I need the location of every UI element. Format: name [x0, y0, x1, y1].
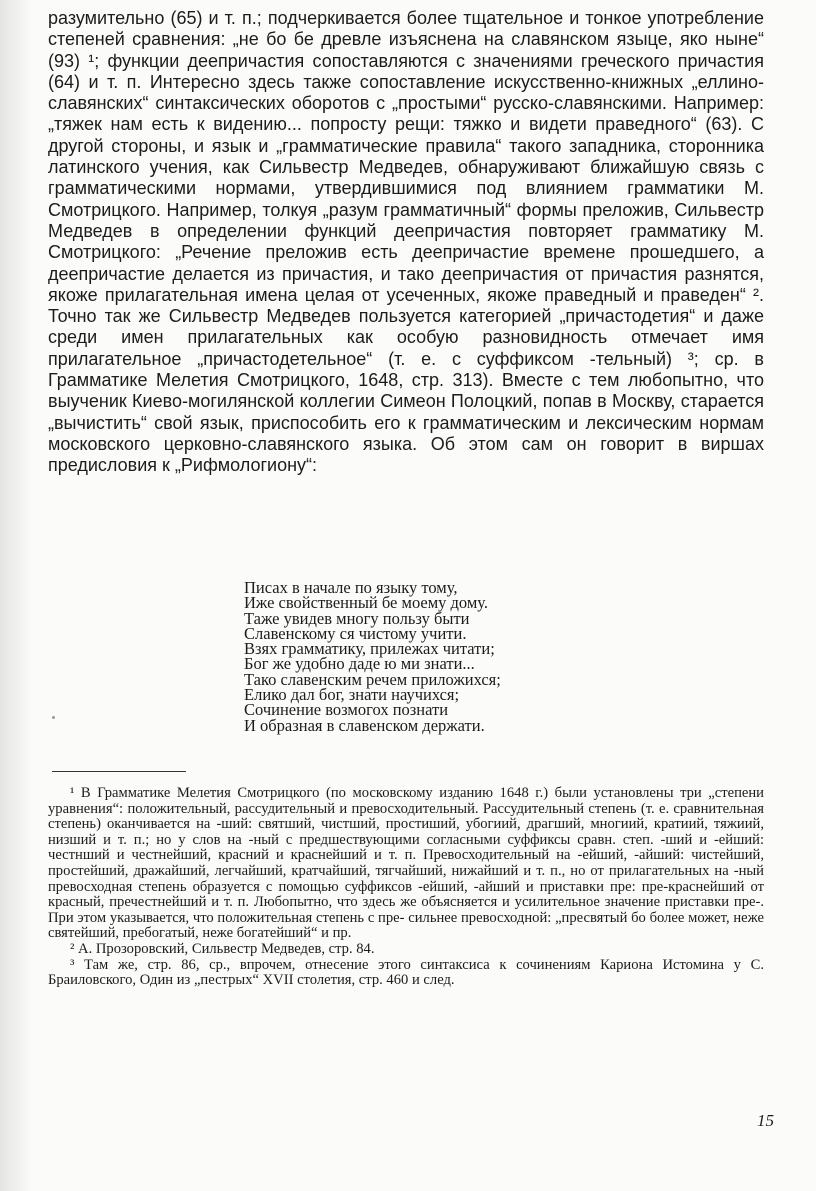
- poem-line: Иже свойственный бе моему дому.: [244, 593, 489, 613]
- poem-line: Славенскому ся чистому учити.: [244, 623, 467, 643]
- footnote-1: ¹ В Грамматике Мелетия Смотрицкого (по московскому изданию 1648 г.) были установлены три „степени уравнения“: положительный, рассудительный и превосходительный. Рассудительный степень (т. е. сравнительная степень) оканчивается на -ший: святший, чистший, простиший, убогиий, драгший, многиий, кратиий, тяжиий, низший и т. п.; но у слов на -ный с предшествующими согласными суффиксы сравн. степ. -ший и -ейший: честнший и честнейший, красний и краснейший и т. п. Превосходительный на -ейший, -айший: чистейший, простейший, дражайший, легчайший, кратчайший, тягчайший, нижайший и т. п., но от прилагательных на -ный превосходная степень образуется с помощью суффиксов -ейший, -айший и приставки пре: пре-краснейший от красный, пречестнейший и т. п. Любопытно, что здесь же объясняется и усилительное значение приставки пре-. При этом указывается, что положительная степень с пре- сильнее превосходной: „пресвятый бо более может, неже святейший, пребогатый, неже богатейший“ и пр.: [48, 785, 764, 942]
- poem-line: Елико дал бог, знати научихся;: [244, 685, 460, 705]
- poem: [244, 580, 624, 733]
- main-paragraph: разумительно (65) и т. п.; подчеркивается более тщательное и тонкое употребление степеней сравнения: „не бо бе древле изъяснена на славянском языце, яко ныне“ (93) ¹; функции деепричастия сопоставляются с значениями греческого причастия (64) и т. п. Интересно здесь также сопоставление искусственно-книжных „еллино-славянских“ синтаксических оборотов с „простыми“ русско-славянскими. Например: „тяжек нам есть к видению... попросту рещи: тяжко и видети праведного“ (63). С другой стороны, и язык и „грамматические правила“ такого западника, сторонника латинского учения, как Сильвестр Медведев, обнаруживают ближайшую связь с грамматическими нормами, утвердившимися под влиянием грамматики М. Смотрицкого. Например, толкуя „разум грамматичный“ формы преложив, Сильвестр Медведев в определении функций деепричастия повторяет грамматику М. Смотрицкого: „Речение преложив есть деепричастие времене прошедшего, а деепричастие делается из причастия, и тако деепричастия от причастия разнятся, якоже прилагательная имена целая от усеченных, якоже праведный и праведен“ ². Точно так же Сильвестр Медведев пользуется категорией „причастодетия“ и даже среди имен прилагательных как особую разновидность отмечает имя прилагательное „причастодетельное“ (т. е. с суффиксом -тельный) ³; ср. в Грамматике Мелетия Смотрицкого, 1648, стр. 313). Вместе с тем любопытно, что выученик Киево-могилянской коллегии Симеон Полоцкий, попав в Москву, старается „вычистить“ свой язык, приспособить его к грамматическим и лексическим нормам московского церковно-славянского языка. Об этом сам он говорит в виршах предисловия к „Рифмологиону“:: [48, 8, 764, 476]
- footnote-2: ² А. Прозоровский, Сильвестр Медведев, стр. 84.: [70, 940, 375, 957]
- footnotes: [48, 786, 764, 989]
- poem-line: Бог же удобно даде ю ми знати...: [244, 654, 475, 674]
- footnote-divider: [52, 771, 186, 772]
- poem-line: Таже увидев многу пользу быти: [244, 608, 470, 628]
- poem-line: И образная в славенском держати.: [244, 715, 485, 735]
- poem-line: Сочинение возмогох познати: [244, 700, 449, 720]
- poem-line: Тако славенским речем приложихся;: [244, 669, 501, 689]
- poem-line: Взях грамматику, прилежах читати;: [244, 639, 495, 659]
- footnote-3: ³ Там же, стр. 86, ср., впрочем, отнесение этого синтаксиса к сочинениям Кариона Истомина у С. Браиловского, Один из „пестрых“ XVII столетия, стр. 460 и след.: [48, 956, 764, 989]
- margin-mark: [52, 716, 55, 719]
- page-number: 15: [757, 1111, 774, 1130]
- page-gutter: [0, 0, 32, 1191]
- poem-line: Писах в начале по языку тому,: [244, 578, 458, 597]
- main-text: [48, 8, 764, 477]
